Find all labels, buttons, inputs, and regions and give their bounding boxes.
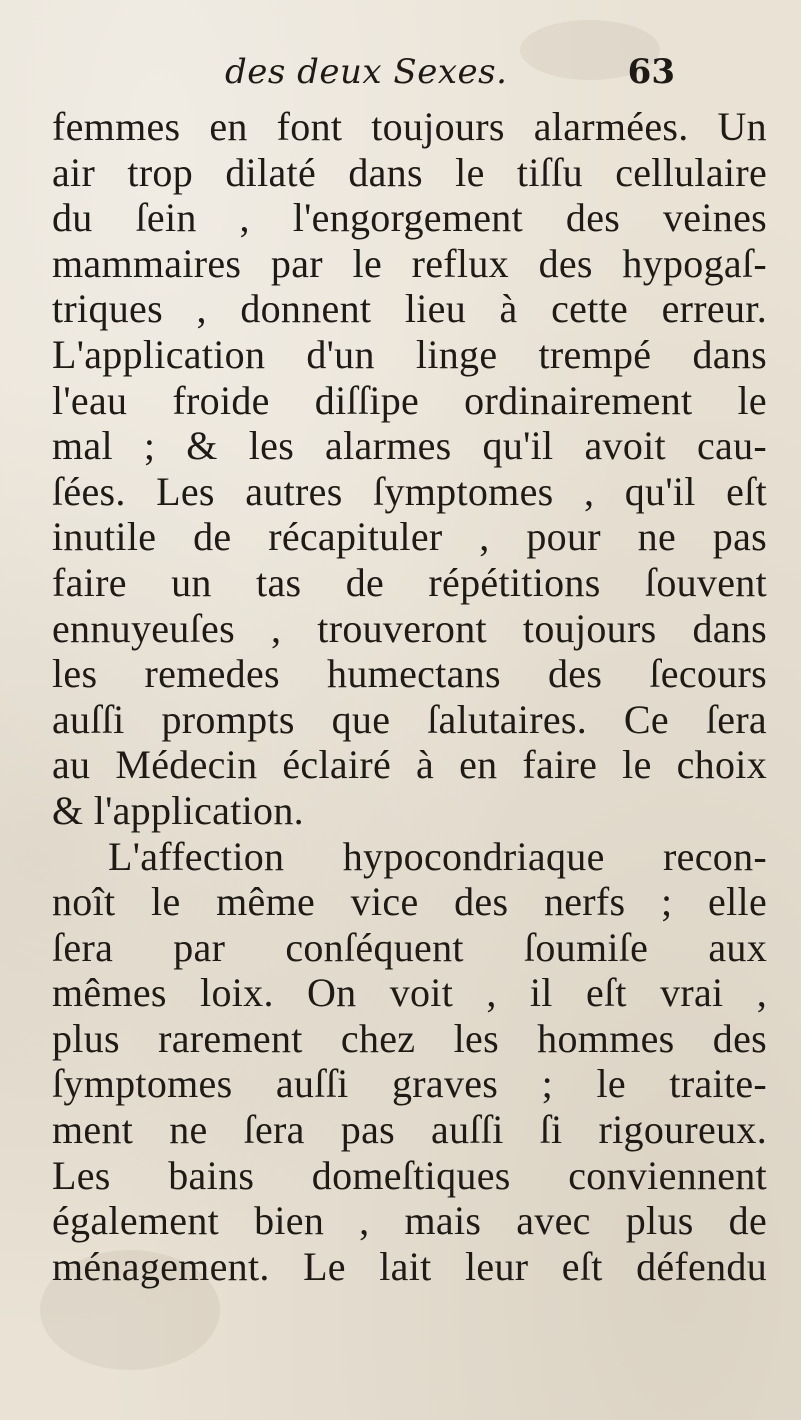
text-line: plus rarement chez les hommes des [52, 1015, 767, 1061]
text-line: du ſein , l'engorgement des veines [52, 195, 767, 241]
text-line: au Médecin éclairé à en faire le choix [52, 742, 767, 788]
text-line: ſera par conſéquent ſoumiſe aux [52, 924, 767, 970]
text-line: L'affection hypocondriaque recon- [108, 833, 767, 879]
text-line: ment ne ſera pas auſſi ſi rigoureux. [52, 1107, 767, 1153]
text-line: auſſi prompts que ſalutaires. Ce ſera [52, 696, 767, 742]
text-line: mal ; & les alarmes qu'il avoit cau- [52, 423, 767, 469]
running-title: des deux Sexes. [225, 52, 508, 92]
text-line: Les bains domeſtiques conviennent [52, 1152, 767, 1198]
text-line: ſées. Les autres ſymptomes , qu'il eſt [52, 468, 767, 514]
text-line: ſymptomes auſſi graves ; le traite- [52, 1061, 767, 1107]
text-line: femmes en font toujours alarmées. Un [52, 104, 767, 149]
text-line: air trop dilaté dans le tiſſu cellulaire [52, 149, 767, 195]
text-line: également bien , mais avec plus de [52, 1198, 767, 1244]
text-line: ménagement. Le lait leur eſt défendu [52, 1243, 767, 1289]
body-text [52, 104, 767, 1289]
running-head [225, 52, 685, 102]
text-line: L'application d'un linge trempé dans [52, 331, 767, 377]
text-line: mêmes loix. On voit , il eſt vrai , [52, 970, 767, 1016]
text-line: & l'application. [52, 787, 304, 833]
text-line: l'eau froide diſſipe ordinairement le [52, 377, 767, 423]
text-line: les remedes humectans des ſecours [52, 651, 767, 697]
text-line: ennuyeuſes , trouveront toujours dans [52, 605, 767, 651]
text-line: mammaires par le reflux des hypogaſ- [52, 240, 767, 286]
text-line: triques , donnent lieu à cette erreur. [52, 286, 767, 332]
text-line: noît le même vice des nerfs ; elle [52, 879, 767, 925]
text-line: inutile de récapituler , pour ne pas [52, 514, 767, 560]
page-number: 63 [627, 52, 675, 92]
text-line: faire un tas de répétitions ſouvent [52, 559, 767, 605]
